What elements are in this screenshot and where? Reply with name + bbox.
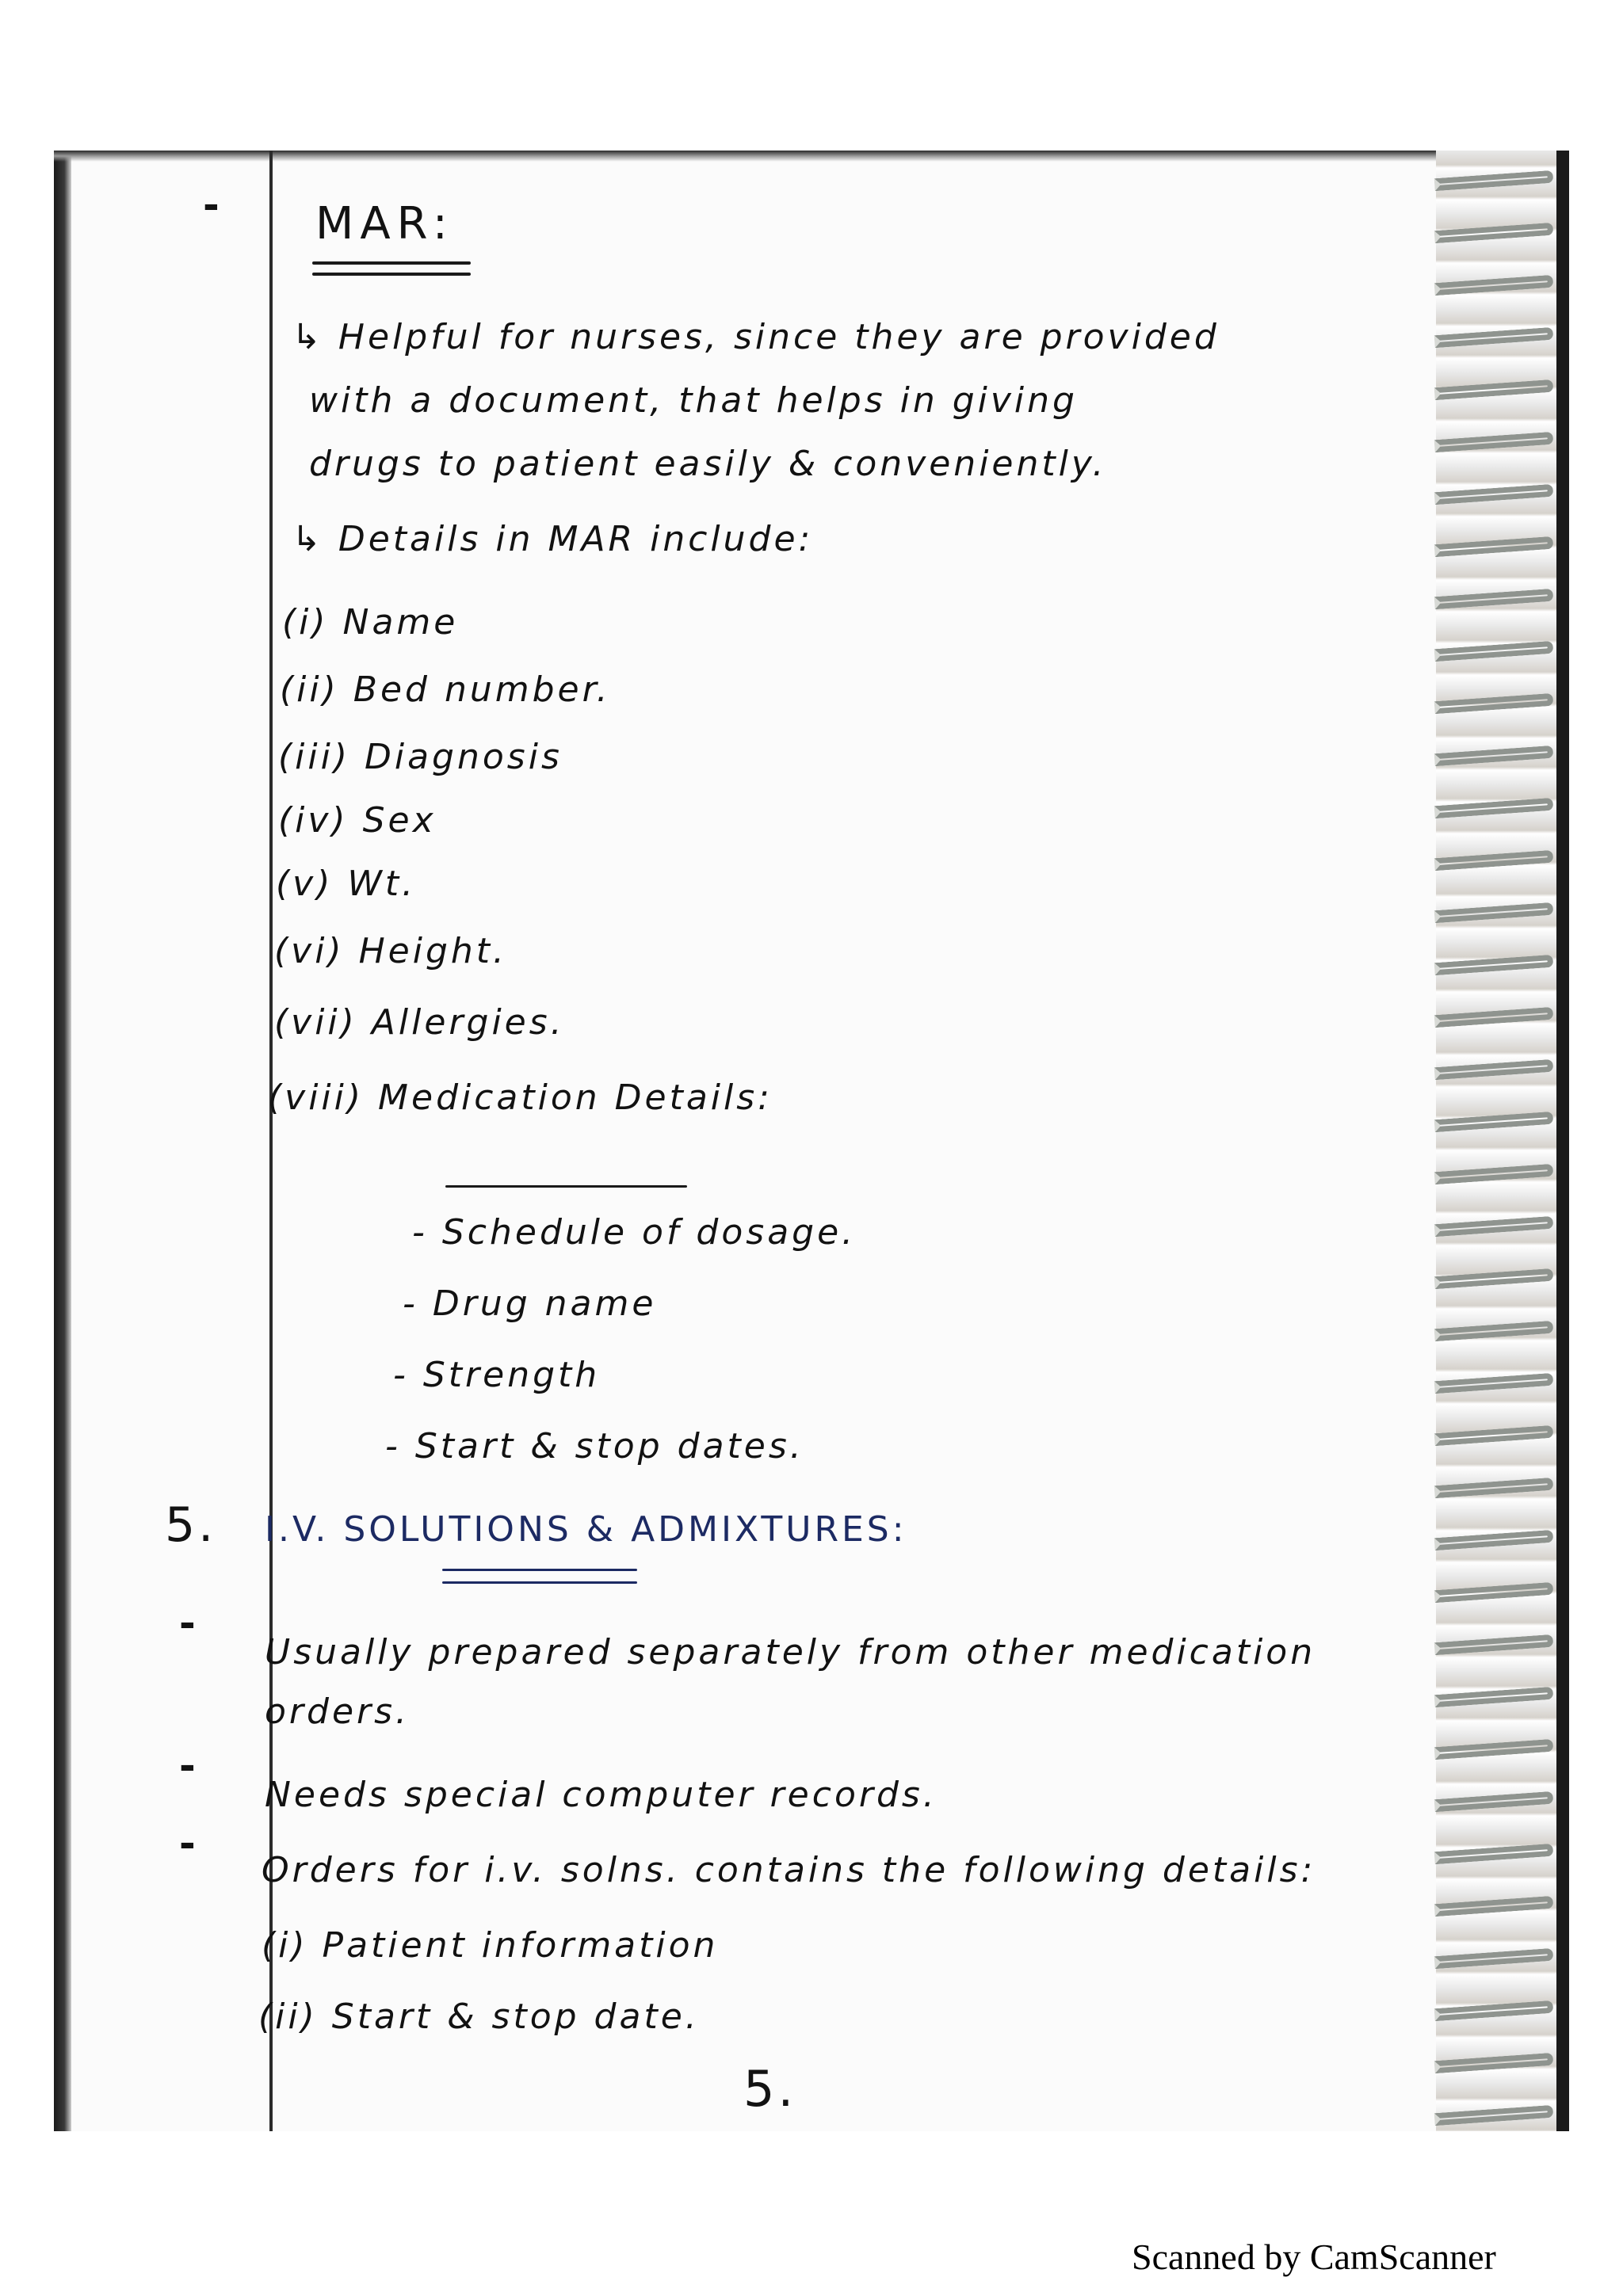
spiral-coil bbox=[1434, 955, 1554, 975]
spiral-coil bbox=[1434, 746, 1554, 766]
spiral-coil bbox=[1434, 693, 1554, 714]
medication-underline bbox=[445, 1185, 687, 1188]
scanned-page bbox=[54, 151, 1569, 2131]
spiral-coil bbox=[1434, 1425, 1554, 1446]
spiral-coil bbox=[1434, 1321, 1554, 1341]
margin-dash: - bbox=[203, 182, 220, 228]
section-heading: I.V. SOLUTIONS & ADMIXTURES: bbox=[265, 1509, 907, 1550]
section-underline bbox=[442, 1581, 637, 1584]
details-item: (iii) Diagnosis bbox=[278, 737, 563, 777]
spiral-coil bbox=[1434, 1739, 1554, 1760]
spiral-coil bbox=[1434, 1948, 1554, 1969]
spiral-coil bbox=[1434, 1007, 1554, 1028]
page-top-shadow bbox=[54, 151, 1569, 162]
bullet-text: Orders for i.v. solns. contains the following details: bbox=[262, 1850, 1316, 1890]
spiral-coil bbox=[1434, 170, 1554, 191]
scanner-watermark: Scanned by CamScanner bbox=[1132, 2237, 1496, 2277]
spiral-coil bbox=[1434, 1687, 1554, 1707]
heading-underline bbox=[312, 273, 471, 276]
spiral-coil bbox=[1434, 1268, 1554, 1289]
spiral-coil bbox=[1434, 589, 1554, 609]
spiral-coil bbox=[1434, 1373, 1554, 1394]
spiral-coil bbox=[1434, 327, 1554, 348]
spiral-coil bbox=[1434, 1059, 1554, 1080]
details-item: (vii) Allergies. bbox=[274, 1002, 565, 1043]
spiral-coil bbox=[1434, 850, 1554, 871]
details-item: (ii) Bed number. bbox=[280, 669, 611, 710]
spiral-coil bbox=[1434, 1216, 1554, 1237]
details-item: (i) Name bbox=[282, 602, 459, 643]
details-item: (vi) Height. bbox=[274, 931, 508, 971]
details-intro: ↳ Details in MAR include: bbox=[292, 519, 814, 559]
bullet-text: Needs special computer records. bbox=[265, 1775, 938, 1815]
spiral-coil bbox=[1434, 275, 1554, 296]
details-item: (viii) Medication Details: bbox=[268, 1077, 773, 1118]
spiral-coil bbox=[1434, 1164, 1554, 1184]
para-line: ↳ Helpful for nurses, since they are provided bbox=[292, 317, 1220, 357]
spiral-coil bbox=[1434, 1582, 1554, 1603]
spiral-coil bbox=[1434, 1634, 1554, 1655]
spiral-coil bbox=[1434, 1896, 1554, 1917]
spiral-coil bbox=[1434, 432, 1554, 452]
section-number: 5. bbox=[165, 1497, 217, 1553]
spiral-coil bbox=[1434, 2053, 1554, 2073]
para-line: with a document, that helps in giving bbox=[309, 380, 1078, 421]
details-item: (v) Wt. bbox=[276, 864, 417, 904]
medication-item: - Start & stop dates. bbox=[385, 1426, 804, 1466]
section-underline bbox=[442, 1569, 637, 1571]
iv-item: (ii) Start & stop date. bbox=[258, 1997, 700, 2037]
spiral-coil bbox=[1434, 484, 1554, 505]
spiral-coil bbox=[1434, 1844, 1554, 1864]
margin-dash: - bbox=[179, 1821, 196, 1867]
medication-item: - Drug name bbox=[403, 1283, 657, 1324]
bullet-text: Usually prepared separately from other medication bbox=[265, 1632, 1316, 1672]
page-number: 5. bbox=[743, 2060, 797, 2118]
spiral-coil bbox=[1434, 1791, 1554, 1812]
spiral-coil bbox=[1434, 902, 1554, 923]
page-heading: MAR: bbox=[315, 198, 454, 250]
spiral-coil bbox=[1434, 2105, 1554, 2126]
para-line: drugs to patient easily & conveniently. bbox=[309, 444, 1107, 484]
spiral-coil bbox=[1434, 536, 1554, 557]
heading-underline bbox=[312, 261, 471, 265]
spiral-coil bbox=[1434, 223, 1554, 243]
iv-item: (i) Patient information bbox=[262, 1925, 719, 1966]
page-edge-shadow bbox=[54, 151, 71, 2131]
bullet-text: orders. bbox=[265, 1691, 411, 1732]
medication-item: - Strength bbox=[393, 1355, 601, 1395]
spiral-coil bbox=[1434, 2000, 1554, 2021]
spiral-coil bbox=[1434, 1478, 1554, 1498]
spiral-binding bbox=[1436, 151, 1569, 2131]
spiral-coil bbox=[1434, 379, 1554, 400]
medication-item: - Schedule of dosage. bbox=[412, 1212, 857, 1253]
spiral-coil bbox=[1434, 641, 1554, 662]
spiral-coil bbox=[1434, 798, 1554, 818]
margin-line bbox=[269, 151, 273, 2131]
margin-dash: - bbox=[179, 1600, 196, 1646]
details-item: (iv) Sex bbox=[278, 800, 437, 841]
spiral-coil bbox=[1434, 1112, 1554, 1132]
margin-dash: - bbox=[179, 1743, 196, 1789]
spiral-edge bbox=[1556, 151, 1569, 2131]
spiral-coil bbox=[1434, 1530, 1554, 1550]
